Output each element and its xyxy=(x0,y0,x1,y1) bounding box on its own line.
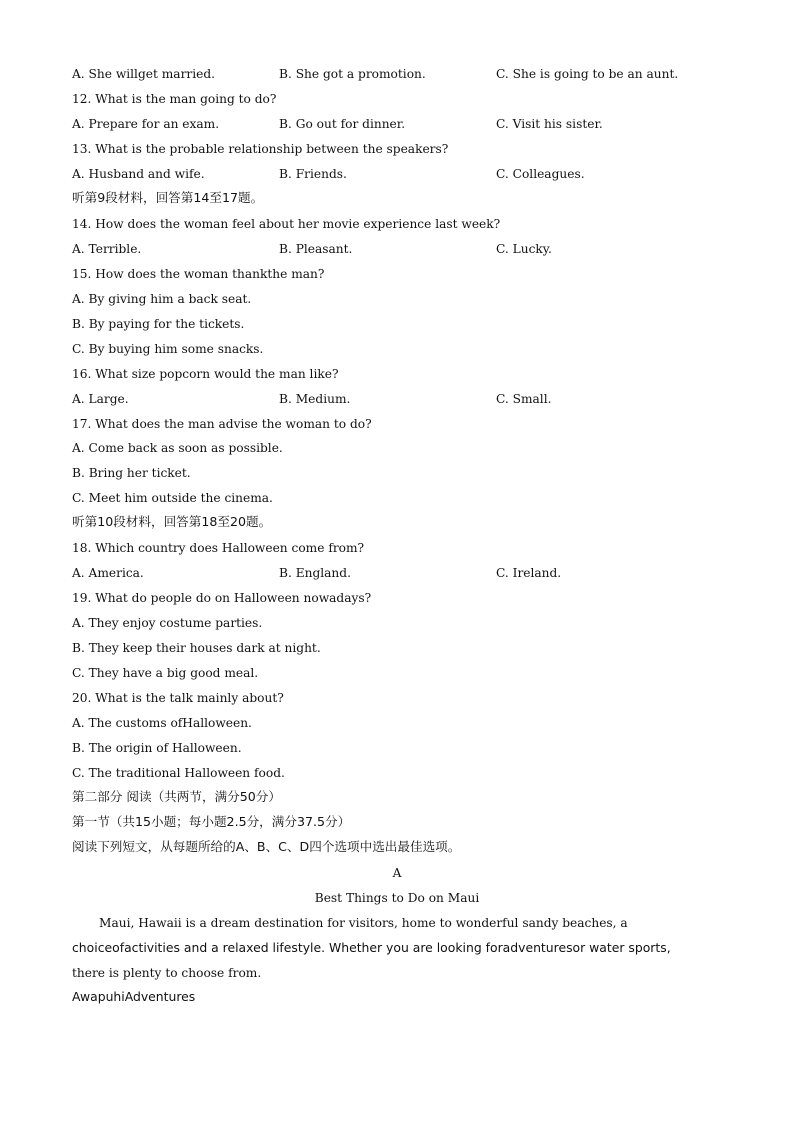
q14-option-b: B. Pleasant. xyxy=(279,242,353,256)
q12-question: 12. What is the man going to do? xyxy=(72,92,277,106)
passage-letter: A xyxy=(392,866,402,880)
q16-options xyxy=(72,391,732,407)
q16-option-a: A. Large. xyxy=(72,392,129,406)
q18-option-a: A. America. xyxy=(72,566,144,580)
q12-option-b: B. Go out for dinner. xyxy=(279,117,406,131)
q17-option-a: A. Come back as soon as possible. xyxy=(72,441,283,455)
section-9-instruction: 听第9段材料，回答第14至17题。 xyxy=(72,190,264,205)
q12-option-c: C. Visit his sister. xyxy=(496,117,603,131)
q14-option-a: A. Terrible. xyxy=(72,242,142,256)
q18-option-b: B. England. xyxy=(279,566,351,580)
q18-option-c: C. Ireland. xyxy=(496,566,562,580)
q17-question: 17. What does the man advise the woman to do? xyxy=(72,417,372,431)
q11-option-a: A. She willget married. xyxy=(72,67,216,81)
q19-question: 19. What do people do on Halloween nowadays? xyxy=(72,591,372,605)
q15-option-a: A. By giving him a back seat. xyxy=(72,292,252,306)
q15-option-b: B. By paying for the tickets. xyxy=(72,317,245,331)
part2-section1-heading: 第一节（共15小题；每小题2.5分，满分37.5分） xyxy=(72,814,351,829)
part2-title: 第二部分 阅读（共两节，满分50分） xyxy=(72,789,281,804)
q13-options xyxy=(72,166,732,182)
q18-question: 18. Which country does Halloween come from? xyxy=(72,541,365,555)
q13-option-b: B. Friends. xyxy=(279,167,347,181)
q20-question: 20. What is the talk mainly about? xyxy=(72,691,284,705)
q16-option-b: B. Medium. xyxy=(279,392,351,406)
q14-question: 14. How does the woman feel about her movie experience last week? xyxy=(72,217,501,231)
passage-subheading: AwapuhiAdventures xyxy=(72,989,196,1004)
q16-question: 16. What size popcorn would the man like? xyxy=(72,367,339,381)
passage-paragraph-line-2: choiceofactivities and a relaxed lifestyle. Whether you are looking foradventuresor water sports, xyxy=(72,940,671,955)
q19-option-c: C. They have a big good meal. xyxy=(72,666,259,680)
q12-option-a: A. Prepare for an exam. xyxy=(72,117,220,131)
q13-option-a: A. Husband and wife. xyxy=(72,167,205,181)
q19-option-a: A. They enjoy costume parties. xyxy=(72,616,263,630)
q20-option-b: B. The origin of Halloween. xyxy=(72,741,242,755)
q17-option-b: B. Bring her ticket. xyxy=(72,466,191,480)
q19-option-b: B. They keep their houses dark at night. xyxy=(72,641,321,655)
q15-question: 15. How does the woman thankthe man? xyxy=(72,267,325,281)
passage-paragraph-line-3: there is plenty to choose from. xyxy=(72,966,262,980)
q20-option-a: A. The customs ofHalloween. xyxy=(72,716,252,730)
q15-option-c: C. By buying him some snacks. xyxy=(72,342,264,356)
q11-options xyxy=(72,66,732,82)
q18-options xyxy=(72,565,732,581)
q13-option-c: C. Colleagues. xyxy=(496,167,585,181)
q14-option-c: C. Lucky. xyxy=(496,242,552,256)
passage-paragraph-line-1: Maui, Hawaii is a dream destination for visitors, home to wonderful sandy beaches, a xyxy=(99,916,628,930)
q12-options xyxy=(72,116,732,132)
q20-option-c: C. The traditional Halloween food. xyxy=(72,766,285,780)
q14-options xyxy=(72,241,732,257)
q11-option-b: B. She got a promotion. xyxy=(279,67,426,81)
q13-question: 13. What is the probable relationship between the speakers? xyxy=(72,142,449,156)
q16-option-c: C. Small. xyxy=(496,392,552,406)
q11-option-c: C. She is going to be an aunt. xyxy=(496,67,679,81)
part2-instruction: 阅读下列短文，从每题所给的A、B、C、D四个选项中选出最佳选项。 xyxy=(72,839,461,854)
q17-option-c: C. Meet him outside the cinema. xyxy=(72,491,273,505)
passage-title: Best Things to Do on Maui xyxy=(314,891,480,905)
section-10-instruction: 听第10段材料，回答第18至20题。 xyxy=(72,514,272,529)
